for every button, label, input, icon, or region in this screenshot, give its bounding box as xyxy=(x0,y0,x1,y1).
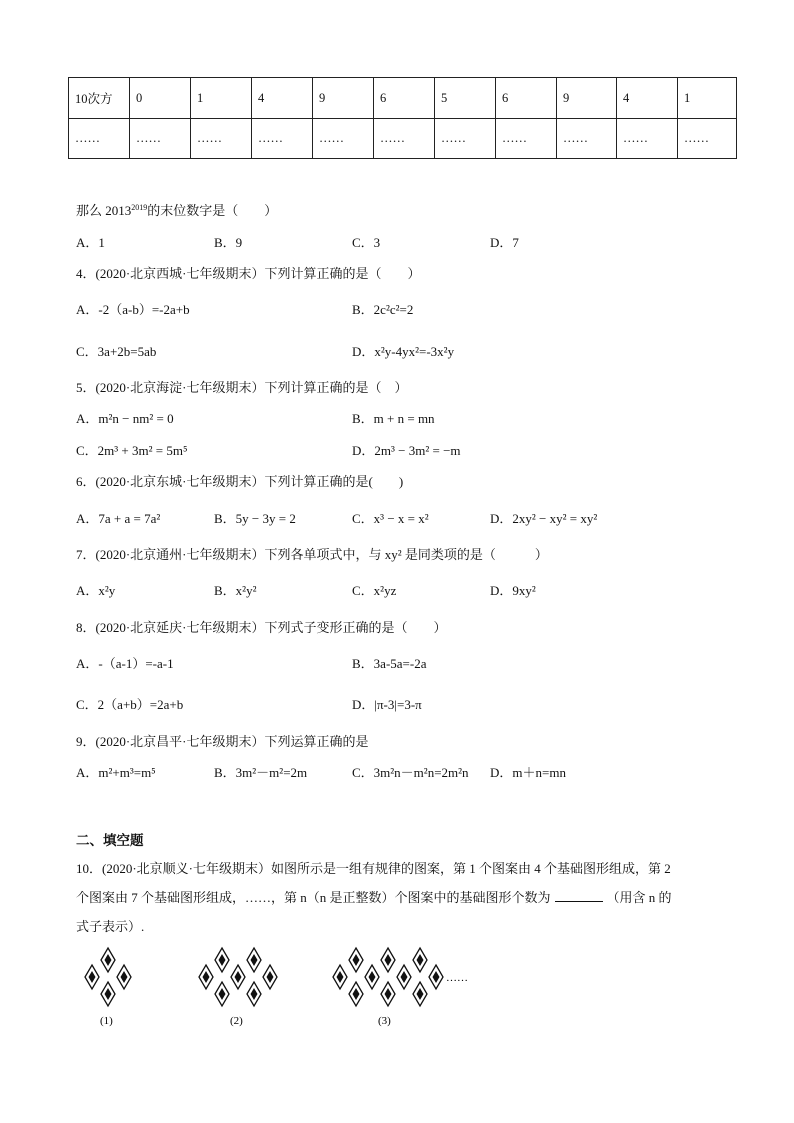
option-c: C．3m²n－m²n=2m²n xyxy=(352,765,469,780)
option-c: C．x²yz xyxy=(352,583,397,598)
section-title: 二、填空题 xyxy=(76,833,144,848)
table-cell: 9 xyxy=(313,78,374,119)
question-7-stem: 7．(2020·北京通州·七年级期末）下列各单项式中，与 xy² 是同类项的是（ ） xyxy=(76,547,548,562)
option-d: D．9xy² xyxy=(490,583,536,598)
powers-table xyxy=(68,77,737,159)
option-c: C．2m³ + 3m² = 5m⁵ xyxy=(76,443,188,458)
option-c: C．3a+2b=5ab xyxy=(76,344,157,359)
option-a: A．1 xyxy=(76,235,105,250)
table-cell: …… xyxy=(252,119,313,159)
option-d: D．m＋n=mn xyxy=(490,765,566,780)
table-cell: …… xyxy=(313,119,374,159)
option-a: A．m²n − nm² = 0 xyxy=(76,411,174,426)
table-row xyxy=(69,78,737,119)
question-9-stem: 9．(2020·北京昌平·七年级期末）下列运算正确的是 xyxy=(76,734,369,749)
table-cell: …… xyxy=(496,119,557,159)
option-c: C．2（a+b）=2a+b xyxy=(76,697,184,712)
question-8-stem: 8．(2020·北京延庆·七年级期末）下列式子变形正确的是（ ） xyxy=(76,620,447,635)
figure-label-1: (1) xyxy=(100,1015,113,1027)
option-a: A．x²y xyxy=(76,583,116,598)
figure-label-2: (2) xyxy=(230,1015,243,1027)
option-c: C．x³ − x = x² xyxy=(352,511,429,526)
question-4-stem: 4．(2020·北京西城·七年级期末）下列计算正确的是（ ） xyxy=(76,266,421,281)
question-10-line2: 个图案由 7 个基础图形组成，……，第 n（n 是正整数）个图案中的基础图形个数为 （用含 n 的 xyxy=(76,890,672,905)
table-cell: 1 xyxy=(191,78,252,119)
option-b: B．3a-5a=-2a xyxy=(352,656,427,671)
table-cell: …… xyxy=(374,119,435,159)
question-3-stem: 那么 $2013^{2019}$的末位数字是（ ） xyxy=(76,203,278,218)
option-b: B．x²y² xyxy=(214,583,257,598)
table-cell: …… xyxy=(191,119,252,159)
question-6-stem: 6．(2020·北京东城·七年级期末）下列计算正确的是( ) xyxy=(76,474,404,489)
option-d: D．|π-3|=3-π xyxy=(352,697,422,712)
table-cell: …… xyxy=(678,119,737,159)
option-d: D．2m³ − 3m² = −m xyxy=(352,443,461,458)
option-b: B．9 xyxy=(214,235,243,250)
pattern-1 xyxy=(85,948,131,1006)
option-b: B．5y − 3y = 2 xyxy=(214,511,296,526)
table-cell: 6 xyxy=(496,78,557,119)
option-d: D．7 xyxy=(490,235,519,250)
pattern-figure xyxy=(76,944,496,1030)
option-a: A．-（a-1）=-a-1 xyxy=(76,656,174,671)
answer-blank[interactable] xyxy=(555,890,603,902)
figure-label-3: (3) xyxy=(378,1015,391,1027)
option-b: B．m + n = mn xyxy=(352,411,435,426)
table-cell: 4 xyxy=(252,78,313,119)
option-a: A．m²+m³=m⁵ xyxy=(76,765,156,780)
figure-ellipsis: …… xyxy=(446,972,468,984)
table-cell: …… xyxy=(435,119,496,159)
pattern-2 xyxy=(199,948,277,1006)
table-cell: …… xyxy=(69,119,130,159)
option-b: B．3m²－m²=2m xyxy=(214,765,308,780)
option-c: C．3 xyxy=(352,235,381,250)
question-10-line3: 式子表示）. xyxy=(76,919,145,934)
table-cell: 9 xyxy=(557,78,617,119)
table-cell: 4 xyxy=(617,78,678,119)
table-cell: 5 xyxy=(435,78,496,119)
table-cell: 6 xyxy=(374,78,435,119)
table-cell: 10次方 xyxy=(69,78,130,119)
option-d: D．x²y-4yx²=-3x²y xyxy=(352,344,455,359)
option-a: A．-2（a-b）=-2a+b xyxy=(76,302,190,317)
table-cell: 0 xyxy=(130,78,191,119)
option-d: D．2xy² − xy² = xy² xyxy=(490,511,598,526)
option-b: B．2c²c²=2 xyxy=(352,302,414,317)
table-cell: …… xyxy=(557,119,617,159)
table-cell: …… xyxy=(130,119,191,159)
pattern-3 xyxy=(333,948,443,1006)
question-10-line1: 10．(2020·北京顺义·七年级期末）如图所示是一组有规律的图案，第 1 个图案由 4 个基础图形组成，第 2 xyxy=(76,861,671,876)
table-cell: 1 xyxy=(678,78,737,119)
option-a: A．7a + a = 7a² xyxy=(76,511,161,526)
table-cell: …… xyxy=(617,119,678,159)
table-row xyxy=(69,119,737,159)
question-5-stem: 5．(2020·北京海淀·七年级期末）下列计算正确的是（ ） xyxy=(76,380,408,395)
